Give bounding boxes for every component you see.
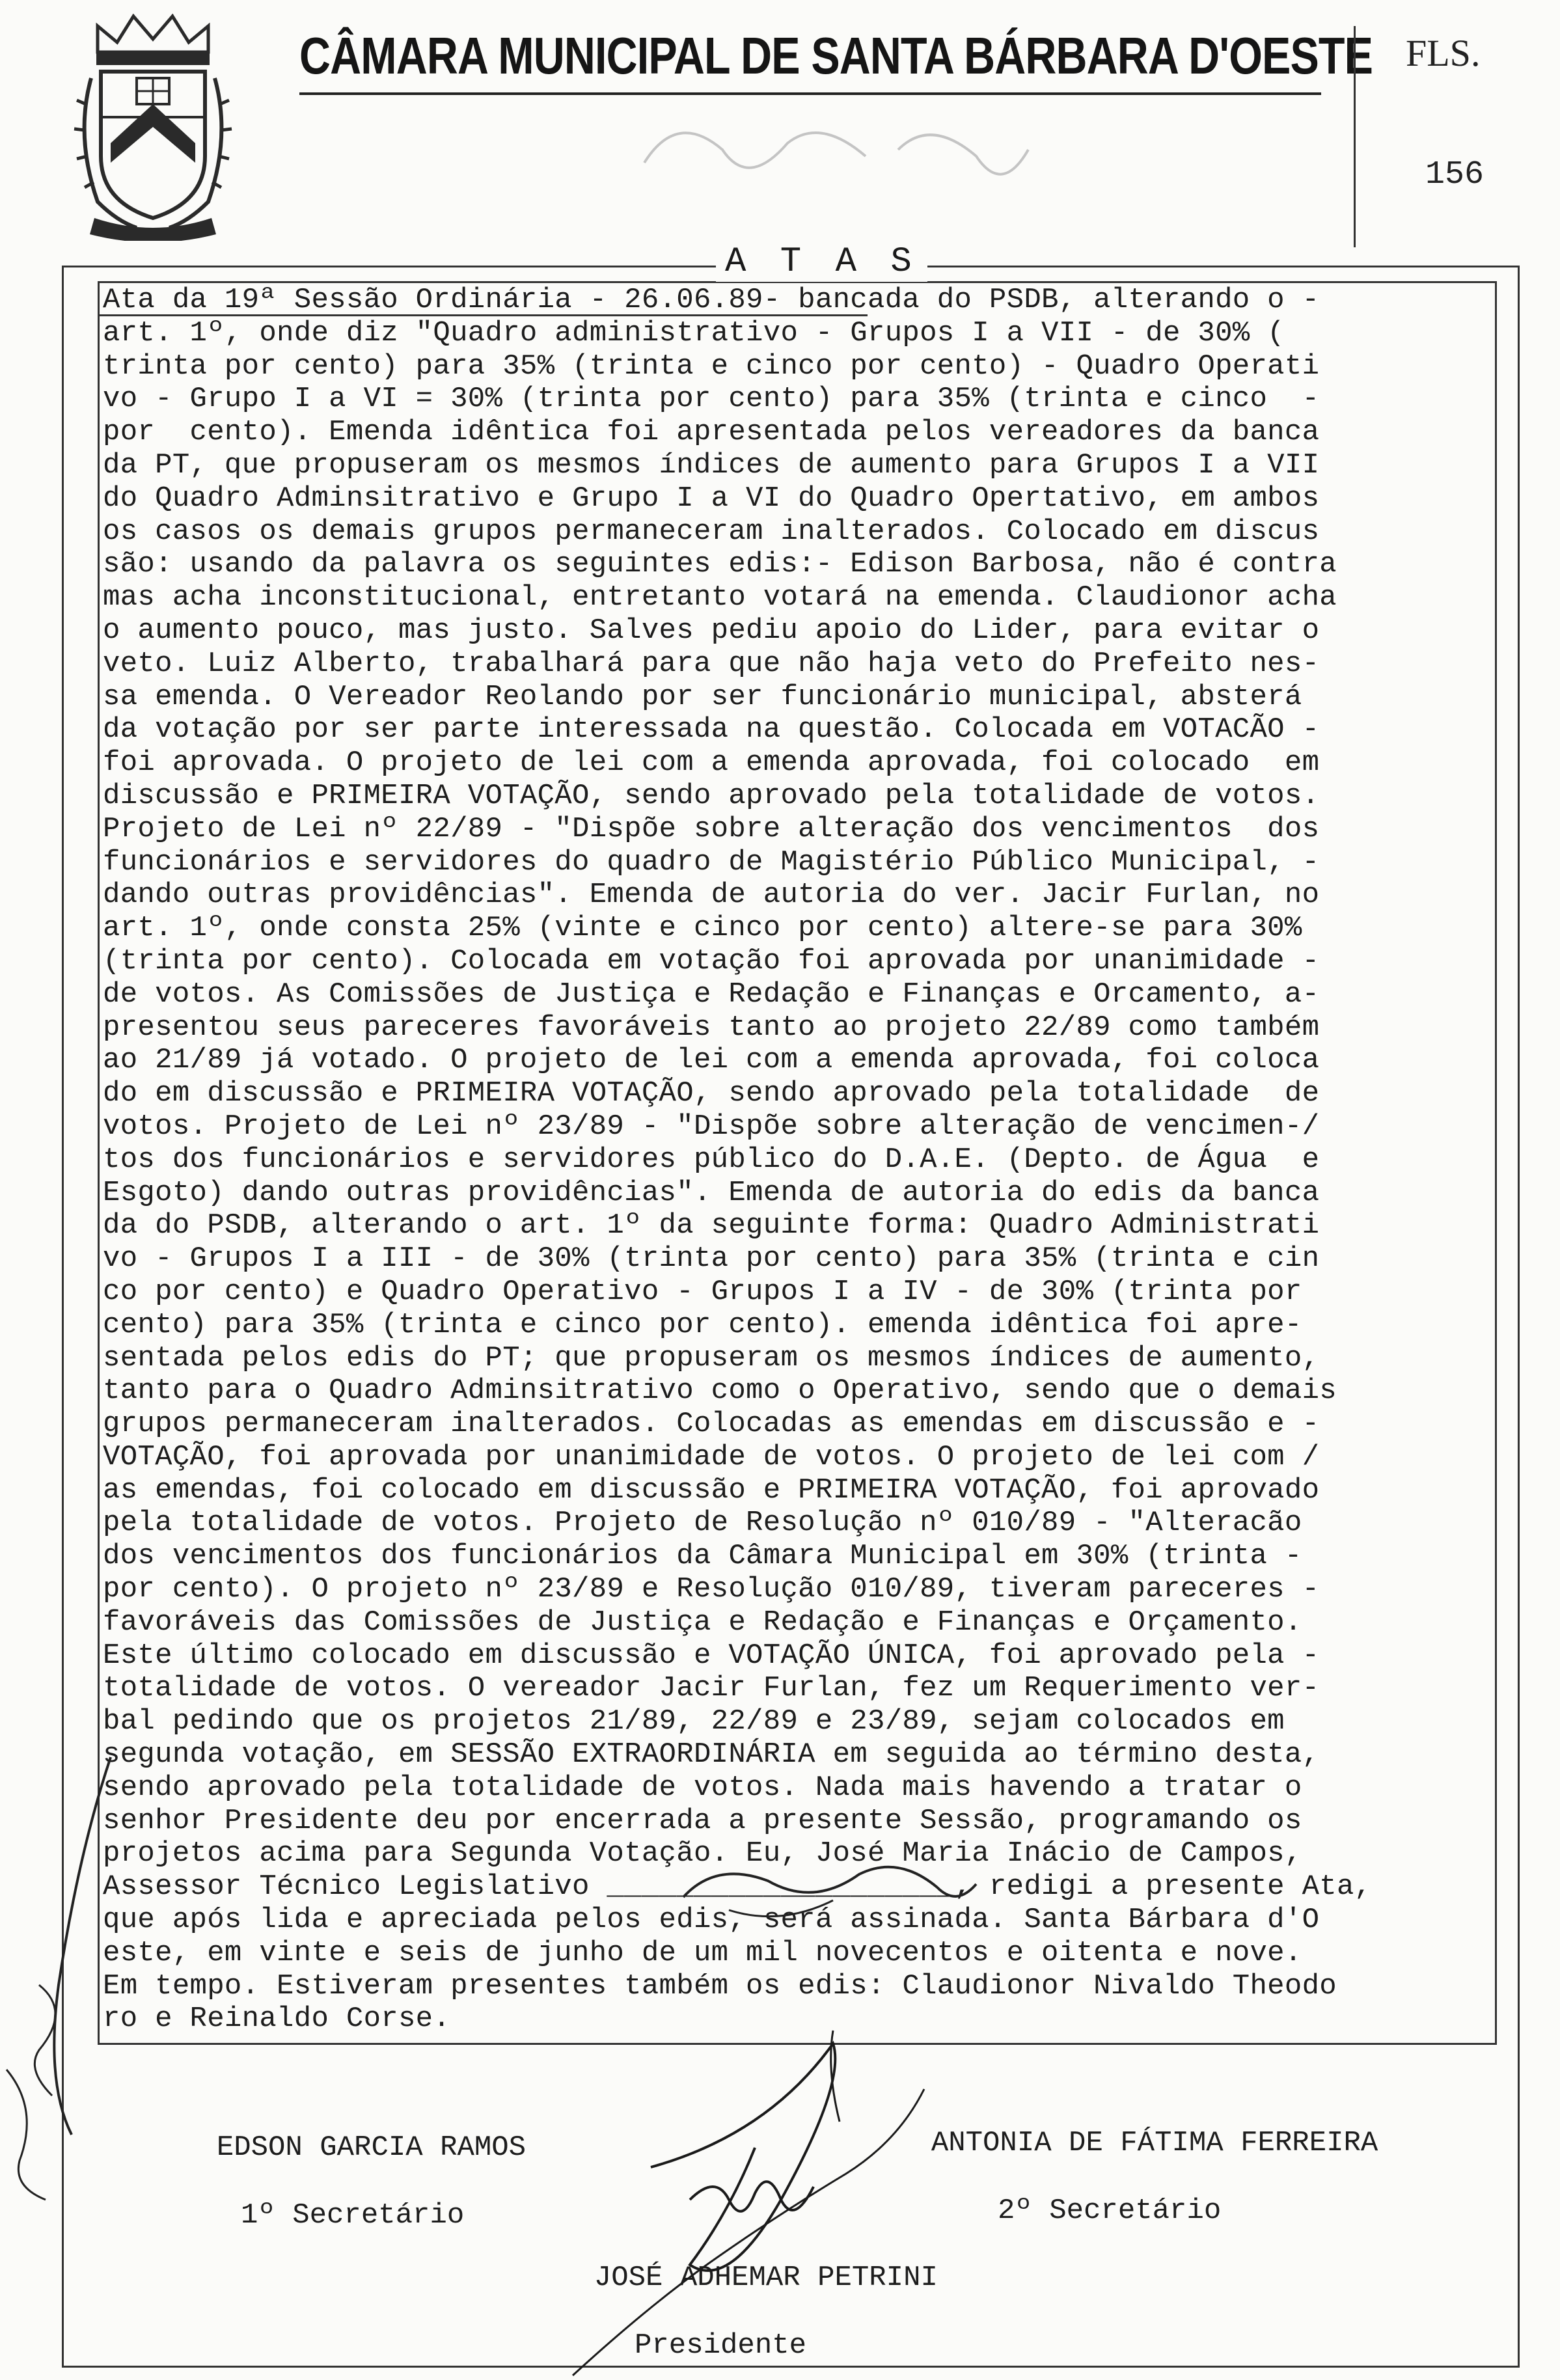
minutes-line: foi aprovada. O projeto de lei com a emenda aprovada, foi colocado em xyxy=(103,746,1320,780)
minutes-line: mas acha inconstitucional, entretanto votará na emenda. Claudionor acha xyxy=(103,581,1337,614)
coat-of-arms-icon xyxy=(72,7,234,241)
second-secretary-block xyxy=(897,2094,1378,2260)
minutes-line: os casos os demais grupos permaneceram inalterados. Colocado em discus xyxy=(103,515,1320,548)
minutes-text xyxy=(103,284,1496,2036)
minutes-line: Esgoto) dando outras providências". Emenda de autoria do edis da banca xyxy=(103,1176,1320,1209)
minutes-line: trinta por cento) para 35% (trinta e cinco por cento) - Quadro Operati xyxy=(103,349,1320,383)
minutes-line: o aumento pouco, mas justo. Salves pediu apoio do Lider, para evitar o xyxy=(103,614,1320,647)
page-number: 156 xyxy=(1425,156,1485,193)
minutes-line: da do PSDB, alterando o art. 1º da seguinte forma: Quadro Administrati xyxy=(103,1209,1320,1242)
minutes-line: discussão e PRIMEIRA VOTAÇÃO, sendo aprovado pela totalidade de votos. xyxy=(103,779,1320,812)
minutes-line: Ata da 19ª Sessão Ordinária - 26.06.89- bancada do PSDB, alterando o - xyxy=(103,284,1320,316)
minutes-line: segunda votação, em SESSÃO EXTRAORDINÁRIA em seguida ao término desta, xyxy=(103,1738,1320,1771)
minutes-line: cento) para 35% (trinta e cinco por cento). emenda idêntica foi apre- xyxy=(103,1308,1302,1341)
minutes-line: pela totalidade de votos. Projeto de Resolução nº 010/89 - "Alteracão xyxy=(103,1507,1302,1540)
minutes-line: tanto para o Quadro Adminsitrativo como o Operativo, sendo que o demais xyxy=(103,1375,1337,1408)
minutes-line: presentou seus pareceres favoráveis tanto ao projeto 22/89 como também xyxy=(103,1011,1320,1044)
minutes-line: favoráveis das Comissões de Justiça e Redação e Finanças e Orçamento. xyxy=(103,1606,1302,1639)
minutes-line: do Quadro Adminsitrativo e Grupo I a VI do Quadro Opertativo, em ambos xyxy=(103,482,1320,515)
minutes-line: funcionários e servidores do quadro de Magistério Público Municipal, - xyxy=(103,845,1320,879)
section-title: A T A S xyxy=(716,242,927,282)
chamber-title: CÂMARA MUNICIPAL DE SANTA BÁRBARA D'OESTE xyxy=(299,27,1373,85)
minutes-line: projetos acima para Segunda Votação. Eu, José Maria Inácio de Campos, xyxy=(103,1837,1302,1870)
minutes-line: de votos. As Comissões de Justiça e Redação e Finanças e Orcamento, a- xyxy=(103,978,1320,1011)
minutes-line: grupos permaneceram inalterados. Colocadas as emendas em discussão e - xyxy=(103,1408,1320,1441)
folio-label: FLS. xyxy=(1406,32,1481,74)
president-role: Presidente xyxy=(635,2329,807,2362)
minutes-line: VOTAÇÃO, foi aprovada por unanimidade de votos. O projeto de lei com / xyxy=(103,1440,1320,1473)
minutes-line: sentada pelos edis do PT; que propuseram os mesmos índices de aumento, xyxy=(103,1341,1320,1375)
first-secretary-name: EDSON GARCIA RAMOS xyxy=(216,2131,527,2164)
minutes-line: por cento). O projeto nº 23/89 e Resolução 010/89, tiveram pareceres - xyxy=(103,1573,1320,1606)
first-secretary-block xyxy=(182,2099,526,2264)
minutes-line: vo - Grupo I a VI = 30% (trinta por cento) para 35% (trinta e cinco - xyxy=(103,383,1320,416)
second-secretary-name: ANTONIA DE FÁTIMA FERREIRA xyxy=(931,2127,1378,2159)
minutes-line: ao 21/89 já votado. O projeto de lei com a emenda aprovada, foi coloca xyxy=(103,1044,1320,1077)
minutes-line: da votação por ser parte interessada na questão. Colocada em VOTACÃO - xyxy=(103,713,1320,746)
president-name: JOSÉ ADHEMAR PETRINI xyxy=(594,2262,938,2294)
minutes-line: sendo aprovado pela totalidade de votos. Nada mais havendo a tratar o xyxy=(103,1771,1302,1804)
minutes-line: veto. Luiz Alberto, trabalhará para que não haja veto do Prefeito nes- xyxy=(103,647,1320,680)
minutes-line: (trinta por cento). Colocada em votação foi aprovada por unanimidade - xyxy=(103,944,1320,978)
minutes-line: Este último colocado em discussão e VOTAÇÃO ÚNICA, foi aprovado pela - xyxy=(103,1639,1320,1672)
minutes-line: que após lida e apreciada pelos edis, será assinada. Santa Bárbara d'O xyxy=(103,1904,1320,1937)
minutes-line: sa emenda. O Vereador Reolando por ser funcionário municipal, absterá xyxy=(103,680,1302,713)
minutes-line: as emendas, foi colocado em discussão e PRIMEIRA VOTAÇÃO, foi aprovado xyxy=(103,1473,1320,1507)
minutes-line: ro e Reinaldo Corse. xyxy=(103,2003,451,2036)
minutes-line: por cento). Emenda idêntica foi apresentada pelos vereadores da banca xyxy=(103,416,1320,449)
minutes-line: Em tempo. Estiveram presentes também os edis: Claudionor Nivaldo Theodo xyxy=(103,1969,1337,2003)
minutes-line: art. 1º, onde diz "Quadro administrativo - Grupos I a VII - de 30% ( xyxy=(103,316,1285,349)
minutes-line: bal pedindo que os projetos 21/89, 22/89 e 23/89, sejam colocados em xyxy=(103,1705,1285,1738)
folio-divider xyxy=(1354,26,1356,247)
minutes-line: senhor Presidente deu por encerrada a presente Sessão, programando os xyxy=(103,1804,1302,1837)
minutes-line: este, em vinte e seis de junho de um mil novecentos e oitenta e nove. xyxy=(103,1936,1302,1969)
minutes-line: dos vencimentos dos funcionários da Câmara Municipal em 30% (trinta - xyxy=(103,1540,1302,1573)
minutes-line: Assessor Técnico Legislativo ____________________, redigi a presente Ata, xyxy=(103,1870,1372,1904)
president-block xyxy=(560,2229,938,2380)
minutes-line: Projeto de Lei nº 22/89 - "Dispõe sobre alteração dos vencimentos dos xyxy=(103,812,1320,845)
minutes-line: votos. Projeto de Lei nº 23/89 - "Dispõe sobre alteração de vencimen-/ xyxy=(103,1110,1320,1143)
minutes-line: da PT, que propuseram os mesmos índices de aumento para Grupos I a VII xyxy=(103,448,1320,482)
minutes-line: são: usando da palavra os seguintes edis:- Edison Barbosa, não é contra xyxy=(103,548,1337,581)
minutes-line: art. 1º, onde consta 25% (vinte e cinco por cento) altere-se para 30% xyxy=(103,912,1302,945)
title-rule xyxy=(299,92,1321,95)
minutes-line: vo - Grupos I a III - de 30% (trinta por cento) para 35% (trinta e cin xyxy=(103,1242,1320,1276)
minutes-line: tos dos funcionários e servidores público do D.A.E. (Depto. de Água e xyxy=(103,1143,1320,1176)
minutes-line: co por cento) e Quadro Operativo - Grupos I a IV - de 30% (trinta por xyxy=(103,1275,1302,1308)
second-secretary-role: 2º Secretário xyxy=(998,2195,1222,2227)
minutes-line: do em discussão e PRIMEIRA VOTAÇÃO, sendo aprovado pela totalidade de xyxy=(103,1077,1320,1110)
first-secretary-role: 1º Secretário xyxy=(241,2199,465,2232)
minutes-line: totalidade de votos. O vereador Jacir Furlan, fez um Requerimento ver- xyxy=(103,1672,1320,1705)
minutes-line: dando outras providências". Emenda de autoria do ver. Jacir Furlan, no xyxy=(103,879,1320,912)
